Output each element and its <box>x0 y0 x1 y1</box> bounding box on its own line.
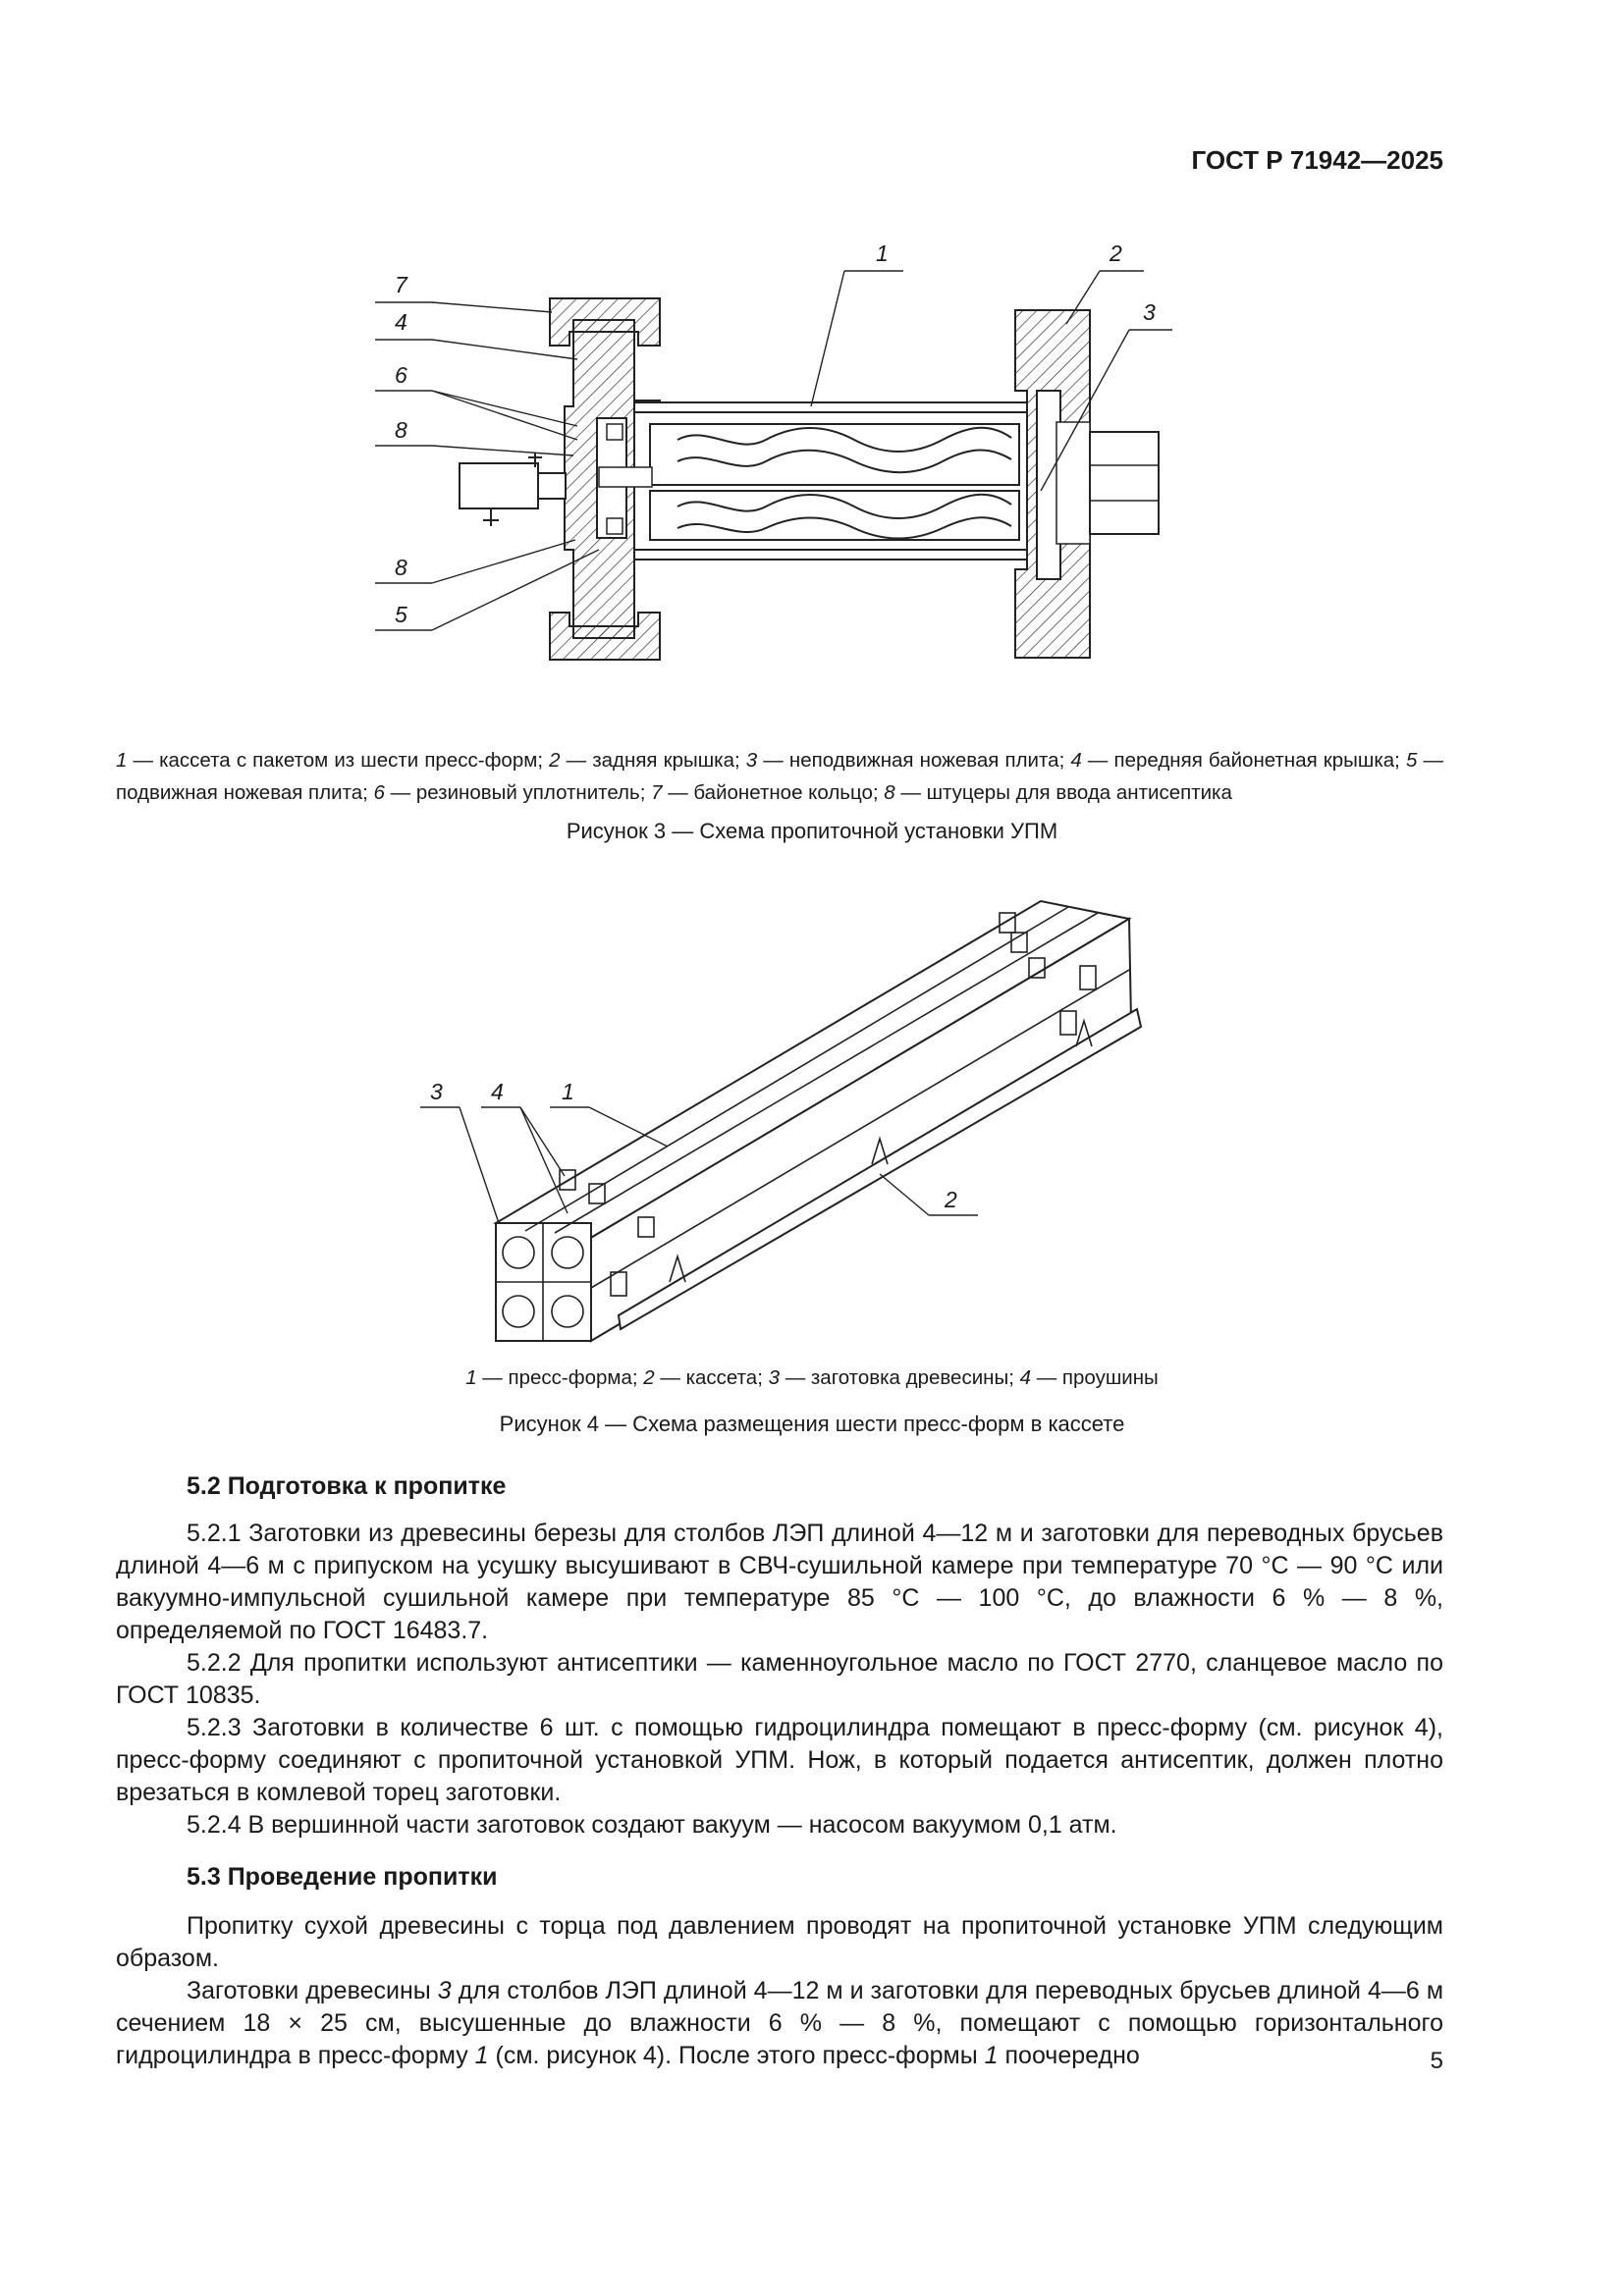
figure-4-legend: 1 — пресс-форма; 2 — кассета; 3 — заготовка древесины; 4 — проушины <box>465 1366 1159 1389</box>
para-5-2-2: 5.2.2 Для пропитки используют антисептики — каменноугольное масло по ГОСТ 2770, сланцевое масло по ГОСТ 10835. <box>116 1649 1443 1709</box>
figure-3-title: Рисунок 3 — Схема пропиточной установки УПМ <box>566 819 1058 843</box>
section-5-3-body <box>116 1910 1443 2072</box>
front-valve <box>460 463 538 508</box>
figure-4-title: Рисунок 4 — Схема размещения шести пресс-форм в кассете <box>499 1412 1125 1436</box>
callout-4: 4 <box>395 309 407 335</box>
callout-7: 7 <box>395 272 407 297</box>
fig4-callout-1: 1 <box>562 1079 574 1104</box>
fig4-callout-2: 2 <box>945 1187 957 1212</box>
figure-3-legend: 1 — кассета с пакетом из шести пресс-форм; 2 — задняя крышка; 3 — неподвижная ножевая плита; 4 — передняя байонетная крышка; 5 — подвижная ножевая плита; 6 — резиновый уплотнитель; 7 — байонетное кольцо; 8 — штуцеры для ввода антисептика <box>116 749 1443 804</box>
rear-fitting <box>1090 432 1159 534</box>
figure-4-drawing <box>0 864 1624 1374</box>
callout-5: 5 <box>395 602 407 627</box>
callout-8-bottom: 8 <box>395 555 407 580</box>
para-5-2-4: 5.2.4 В вершинной части заготовок создают вакуум — насосом вакуумом 0,1 атм. <box>187 1811 1117 1839</box>
callout-2: 2 <box>1110 240 1122 266</box>
section-5-3-heading: 5.3 Проведение пропитки <box>187 1863 498 1891</box>
callout-1: 1 <box>876 240 889 266</box>
para-5-3-intro: Пропитку сухой древесины с торца под давлением проводят на пропиточной установке УПМ следующим образом. <box>116 1912 1443 1972</box>
para-5-2-3: 5.2.3 Заготовки в количестве 6 шт. с помощью гидроцилиндра помещают в пресс-форму (см. рисунок 4), пресс-форму соединяют с пропиточной установкой УПМ. Нож, в который подается антисептик, должен плотно врезаться в комлевой торец заготовки. <box>116 1714 1443 1806</box>
page-number: 5 <box>1430 2048 1443 2074</box>
callout-8-top: 8 <box>395 417 407 443</box>
fig4-callout-4: 4 <box>491 1079 504 1104</box>
figure-3-drawing <box>0 0 1624 707</box>
section-5-2-heading: 5.2 Подготовка к пропитке <box>187 1472 507 1500</box>
para-5-2-1: 5.2.1 Заготовки из древесины березы для столбов ЛЭП длиной 4—12 м и заготовки для переводных брусьев длиной 4—6 м с припуском на усушку высушивают в СВЧ-сушильной камере при температуре 70 °С — 90 °С или вакуумно-импульсной сушильной камере при температуре 85 °С — 100 °С, до влажности 6 % — 8 %, определяемой по ГОСТ 16483.7. <box>116 1520 1443 1644</box>
section-5-2-body <box>116 1518 1443 1842</box>
callout-3: 3 <box>1143 299 1156 325</box>
callout-6: 6 <box>395 362 407 388</box>
fig4-callout-3: 3 <box>430 1079 443 1104</box>
standard-header: ГОСТ Р 71942—2025 <box>1191 145 1443 175</box>
para-5-3-procedure: Заготовки древесины 3 для столбов ЛЭП длиной 4—12 м и заготовки для переводных брусьев длиной 4—6 м сечением 18 × 25 см, высушенные до влажности 6 % — 8 %, помещают с помощью горизонтального гидроцилиндра в пресс-форму 1 (см. рисунок 4). После этого пресс-формы 1 поочередно <box>116 1977 1444 2069</box>
